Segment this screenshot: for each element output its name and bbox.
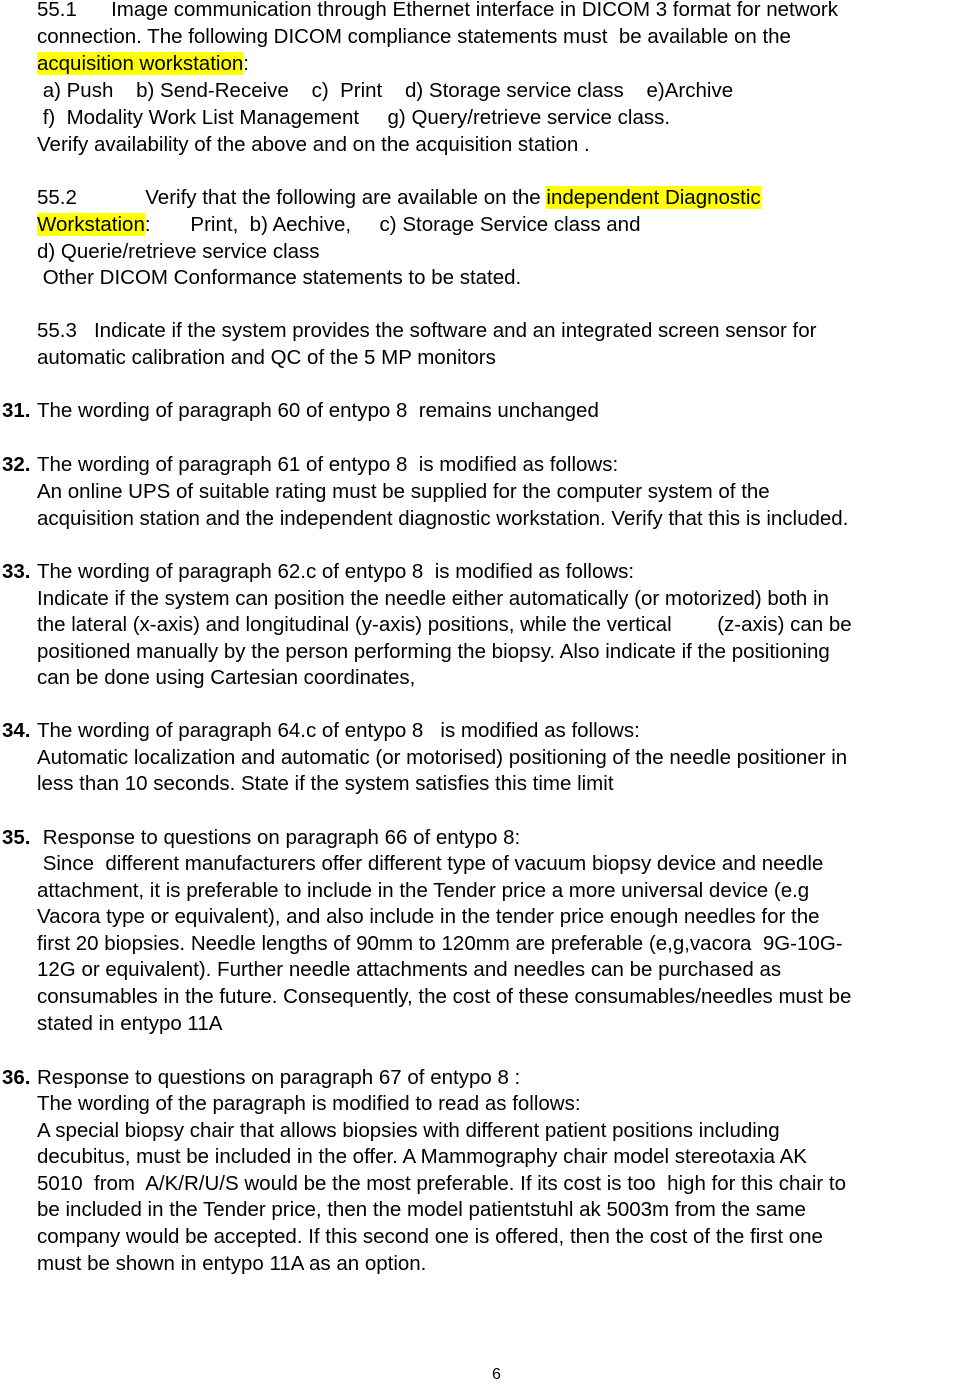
item-32-line-1: The wording of paragraph 61 of entypo 8 is modified as follows:: [37, 453, 619, 476]
item-33-line-3: the lateral (x-axis) and longitudinal (y-axis) positions, while the vertical (z-axis) can be: [37, 613, 852, 636]
item-34-number: 34.: [2, 719, 31, 742]
section-55-2-line-3: d) Querie/retrieve service class: [37, 240, 320, 263]
item-33-line-2: Indicate if the system can position the needle either automatically (or motorized) both in: [37, 587, 829, 610]
section-55-2-line-1: 55.2 Verify that the following are available on the independent Diagnostic: [37, 186, 761, 209]
item-36-number: 36.: [2, 1066, 31, 1089]
page-number: 6: [492, 1366, 501, 1383]
section-55-1-line-5: f) Modality Work List Management g) Query/retrieve service class.: [37, 106, 671, 129]
item-31-number: 31.: [2, 399, 31, 422]
item-35-line-4: Vacora type or equivalent), and also include in the tender price enough needles for the: [37, 905, 820, 928]
item-31-line-1: The wording of paragraph 60 of entypo 8 remains unchanged: [37, 399, 599, 422]
item-35-line-6: 12G or equivalent). Further needle attachments and needles can be purchased as: [37, 958, 782, 981]
section-55-3-line-2: automatic calibration and QC of the 5 MP monitors: [37, 346, 496, 369]
item-36-line-2: The wording of the paragraph is modified to read as follows:: [37, 1092, 581, 1115]
item-33-line-5: can be done using Cartesian coordinates,: [37, 666, 416, 689]
section-55-2-line-4: Other DICOM Conformance statements to be stated.: [37, 266, 522, 289]
item-32-line-2: An online UPS of suitable rating must be supplied for the computer system of the: [37, 480, 770, 503]
item-36-line-1: Response to questions on paragraph 67 of entypo 8 :: [37, 1066, 521, 1089]
item-34-line-3: less than 10 seconds. State if the system satisfies this time limit: [37, 772, 614, 795]
section-55-2-line-2: Workstation: Print, b) Aechive, c) Storage Service class and: [37, 213, 641, 236]
item-33-line-4: positioned manually by the person performing the biopsy. Also indicate if the positioning: [37, 640, 830, 663]
item-34-line-1: The wording of paragraph 64.c of entypo 8 is modified as follows:: [37, 719, 640, 742]
item-34-line-2: Automatic localization and automatic (or motorised) positioning of the needle positioner in: [37, 746, 848, 769]
item-35-line-7: consumables in the future. Consequently, the cost of these consumables/needles must be: [37, 985, 852, 1008]
item-35-line-1: Response to questions on paragraph 66 of entypo 8:: [37, 826, 521, 849]
item-35-line-3: attachment, it is preferable to include in the Tender price a more universal device (e.g: [37, 879, 810, 902]
item-35-line-2: Since different manufacturers offer different type of vacuum biopsy device and needle: [37, 852, 824, 875]
item-35-line-5: first 20 biopsies. Needle lengths of 90mm to 120mm are preferable (e,g,vacora 9G-10G-: [37, 932, 843, 955]
highlight-workstation: Workstation: [37, 213, 145, 236]
item-32-line-3: acquisition station and the independent diagnostic workstation. Verify that this is included.: [37, 507, 849, 530]
section-55-1-line-2: connection. The following DICOM compliance statements must be available on the: [37, 25, 791, 48]
section-55-3-line-1: 55.3 Indicate if the system provides the software and an integrated screen sensor for: [37, 319, 817, 342]
item-36-line-4: decubitus, must be included in the offer. A Mammography chair model stereotaxia AK: [37, 1145, 807, 1168]
item-35-number: 35.: [2, 826, 31, 849]
section-55-1-line-1: 55.1 Image communication through Ethernet interface in DICOM 3 format for network: [37, 0, 839, 21]
item-33-line-1: The wording of paragraph 62.c of entypo 8 is modified as follows:: [37, 560, 635, 583]
section-55-1-line-4: a) Push b) Send-Receive c) Print d) Storage service class e)Archive: [37, 79, 734, 102]
highlight-acquisition-workstation: acquisition workstation: [37, 52, 244, 75]
highlight-independent-diagnostic: independent Diagnostic: [546, 186, 761, 209]
item-36-line-8: must be shown in entypo 11A as an option.: [37, 1252, 427, 1275]
section-55-1-line-3: acquisition workstation:: [37, 52, 249, 75]
item-36-line-3: A special biopsy chair that allows biopsies with different patient positions including: [37, 1119, 780, 1142]
item-35-line-8: stated in entypo 11A: [37, 1012, 223, 1035]
item-36-line-7: company would be accepted. If this second one is offered, then the cost of the first one: [37, 1225, 823, 1248]
item-33-number: 33.: [2, 560, 31, 583]
item-36-line-5: 5010 from A/K/R/U/S would be the most preferable. If its cost is too high for this chair to: [37, 1172, 846, 1195]
section-55-1-line-6: Verify availability of the above and on the acquisition station .: [37, 133, 590, 156]
item-36-line-6: be included in the Tender price, then the model patientstuhl ak 5003m from the same: [37, 1198, 806, 1221]
item-32-number: 32.: [2, 453, 31, 476]
